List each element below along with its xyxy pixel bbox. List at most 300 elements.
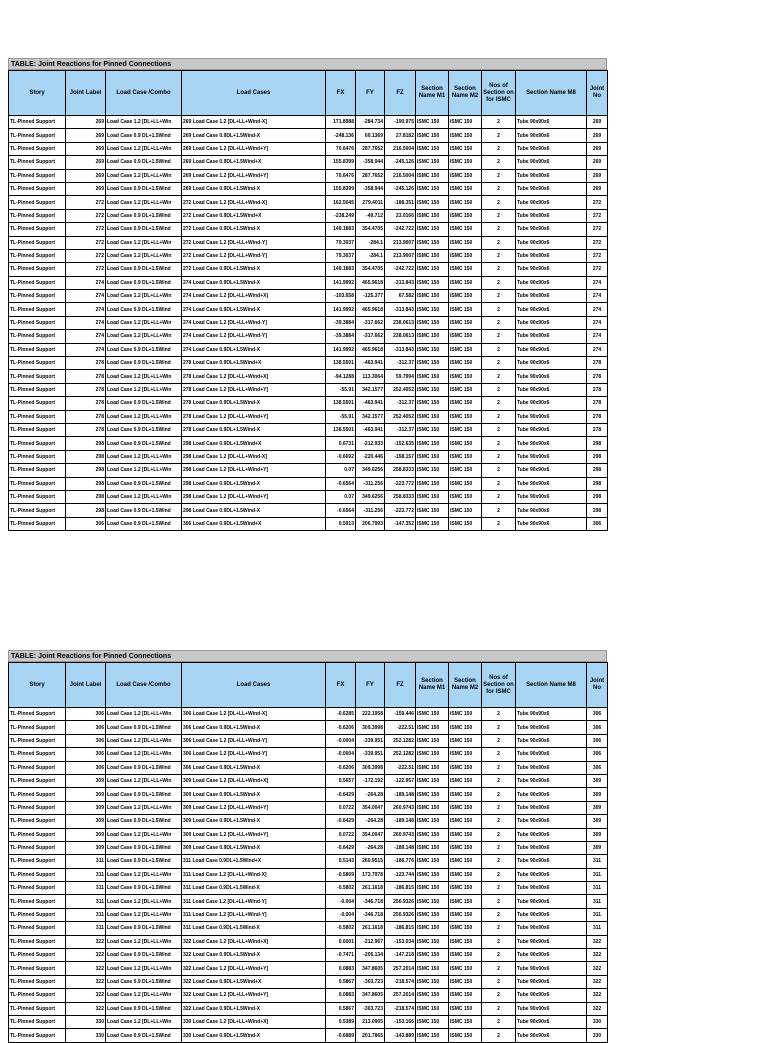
table-row — [9, 855, 608, 868]
cell-section-name-m8: Tube 90x90x6 — [516, 383, 587, 396]
cell-section-name-m1: ISMC 150 — [416, 423, 449, 436]
cell-load-case-combo: Load Case 0.9 DL+1.5Wind — [106, 423, 182, 436]
cell-fx: 155.8399 — [326, 182, 356, 195]
cell-joint-no: 272 — [587, 196, 608, 209]
cell-load-cases: 278 Load Case 1.2 [DL+LL+Wind+Y] — [182, 383, 326, 396]
cell-load-case-combo: Load Case 0.9 DL+1.5Wind — [106, 1002, 182, 1015]
cell-fy: 347.8605 — [356, 989, 385, 1002]
cell-joint-no: 278 — [587, 423, 608, 436]
cell-section-name-m2: ISMC 150 — [449, 383, 482, 396]
cell-nos-of-section: 2 — [482, 370, 516, 383]
cell-fx: 0.5867 — [326, 1002, 356, 1015]
cell-load-case-combo: Load Case 1.2 [DL+LL+Win — [106, 169, 182, 182]
header-story: Story — [9, 663, 66, 708]
cell-section-name-m1: ISMC 150 — [416, 882, 449, 895]
cell-section-name-m2: ISMC 150 — [449, 196, 482, 209]
cell-section-name-m2: ISMC 150 — [449, 477, 482, 490]
cell-fy: 201.7865 — [356, 1029, 385, 1042]
cell-load-case-combo: Load Case 0.9 DL+1.5Wind — [106, 882, 182, 895]
cell-joint-label: 322 — [66, 975, 106, 988]
table-row — [9, 223, 608, 236]
cell-joint-label: 306 — [66, 517, 106, 530]
cell-joint-label: 274 — [66, 303, 106, 316]
cell-fz: 252.4052 — [385, 383, 416, 396]
cell-load-cases: 322 Load Case 0.9DL+1.5Wind+X — [182, 975, 326, 988]
cell-nos-of-section: 2 — [482, 908, 516, 921]
cell-fy: -311.256 — [356, 504, 385, 517]
header-section-name-m2: Section Name M2 — [449, 663, 482, 708]
cell-fx: 0.6731 — [326, 437, 356, 450]
cell-load-case-combo: Load Case 0.9 DL+1.5Wind — [106, 815, 182, 828]
cell-story: TL-Pinned Support — [9, 196, 66, 209]
cell-section-name-m1: ISMC 150 — [416, 828, 449, 841]
table-row — [9, 721, 608, 734]
cell-joint-label: 330 — [66, 1029, 106, 1042]
table-row — [9, 748, 608, 761]
cell-fz: 252.4052 — [385, 410, 416, 423]
cell-fx: 0.0722 — [326, 801, 356, 814]
cell-fz: -147.218 — [385, 949, 416, 962]
cell-section-name-m2: ISMC 150 — [449, 708, 482, 721]
cell-section-name-m2: ISMC 150 — [449, 855, 482, 868]
cell-fy: -264.28 — [356, 841, 385, 854]
table-row — [9, 841, 608, 854]
cell-load-cases: 278 Load Case 0.9DL+1.5Wind-X — [182, 423, 326, 436]
cell-joint-no: 322 — [587, 935, 608, 948]
cell-fz: 257.2014 — [385, 989, 416, 1002]
cell-section-name-m8: Tube 90x90x6 — [516, 316, 587, 329]
cell-section-name-m2: ISMC 150 — [449, 761, 482, 774]
cell-nos-of-section: 2 — [482, 788, 516, 801]
table-row — [9, 410, 608, 423]
table-row — [9, 196, 608, 209]
table-row — [9, 464, 608, 477]
cell-section-name-m2: ISMC 150 — [449, 748, 482, 761]
cell-section-name-m1: ISMC 150 — [416, 815, 449, 828]
cell-fz: -313.843 — [385, 276, 416, 289]
cell-joint-no: 272 — [587, 263, 608, 276]
cell-section-name-m1: ISMC 150 — [416, 721, 449, 734]
cell-nos-of-section: 2 — [482, 423, 516, 436]
cell-story: TL-Pinned Support — [9, 1015, 66, 1028]
cell-section-name-m2: ISMC 150 — [449, 734, 482, 747]
cell-fz: 258.8333 — [385, 464, 416, 477]
cell-fx: 149.1883 — [326, 263, 356, 276]
cell-joint-no: 309 — [587, 815, 608, 828]
cell-section-name-m8: Tube 90x90x6 — [516, 330, 587, 343]
cell-joint-label: 274 — [66, 330, 106, 343]
cell-joint-label: 306 — [66, 761, 106, 774]
cell-nos-of-section: 2 — [482, 962, 516, 975]
cell-story: TL-Pinned Support — [9, 182, 66, 195]
table-row — [9, 303, 608, 316]
cell-section-name-m2: ISMC 150 — [449, 290, 482, 303]
cell-fy: -303.723 — [356, 1002, 385, 1015]
table-row — [9, 761, 608, 774]
cell-joint-label: 306 — [66, 721, 106, 734]
cell-nos-of-section: 2 — [482, 437, 516, 450]
cell-story: TL-Pinned Support — [9, 450, 66, 463]
cell-fx: -0.6692 — [326, 450, 356, 463]
table-row — [9, 517, 608, 530]
cell-fz: 256.9326 — [385, 908, 416, 921]
header-joint-no: Joint No — [587, 71, 608, 116]
cell-load-case-combo: Load Case 1.2 [DL+LL+Win — [106, 410, 182, 423]
cell-joint-label: 306 — [66, 748, 106, 761]
cell-section-name-m1: ISMC 150 — [416, 1015, 449, 1028]
cell-story: TL-Pinned Support — [9, 249, 66, 262]
table-row — [9, 383, 608, 396]
cell-story: TL-Pinned Support — [9, 129, 66, 142]
cell-nos-of-section: 2 — [482, 357, 516, 370]
table-row — [9, 437, 608, 450]
cell-section-name-m2: ISMC 150 — [449, 316, 482, 329]
table-row — [9, 129, 608, 142]
cell-joint-label: 272 — [66, 249, 106, 262]
cell-joint-no: 309 — [587, 801, 608, 814]
cell-section-name-m2: ISMC 150 — [449, 357, 482, 370]
cell-nos-of-section: 2 — [482, 129, 516, 142]
cell-load-case-combo: Load Case 1.2 [DL+LL+Win — [106, 316, 182, 329]
cell-load-cases: 311 Load Case 1.2 [DL+LL+Wind-Y] — [182, 908, 326, 921]
cell-nos-of-section: 2 — [482, 708, 516, 721]
cell-joint-no: 274 — [587, 316, 608, 329]
cell-load-case-combo: Load Case 0.9 DL+1.5Wind — [106, 303, 182, 316]
cell-section-name-m8: Tube 90x90x6 — [516, 116, 587, 129]
cell-load-cases: 306 Load Case 1.2 [DL+LL+Wind-Y] — [182, 734, 326, 747]
cell-story: TL-Pinned Support — [9, 989, 66, 1002]
cell-nos-of-section: 2 — [482, 490, 516, 503]
cell-fz: 252.1282 — [385, 734, 416, 747]
cell-fx: 141.9992 — [326, 303, 356, 316]
table-row — [9, 209, 608, 222]
cell-joint-label: 322 — [66, 989, 106, 1002]
cell-load-case-combo: Load Case 0.9 DL+1.5Wind — [106, 343, 182, 356]
cell-load-cases: 269 Load Case 0.9DL+1.5Wind-X — [182, 182, 326, 195]
cell-fz: 213.9007 — [385, 249, 416, 262]
cell-load-cases: 274 Load Case 0.9DL+1.5Wind-X — [182, 276, 326, 289]
cell-fy: 354.0047 — [356, 828, 385, 841]
cell-fx: 141.9992 — [326, 343, 356, 356]
cell-section-name-m2: ISMC 150 — [449, 1002, 482, 1015]
cell-section-name-m2: ISMC 150 — [449, 908, 482, 921]
cell-fz: -245.126 — [385, 156, 416, 169]
cell-fx: 0.5389 — [326, 1015, 356, 1028]
cell-fz: -242.722 — [385, 223, 416, 236]
cell-fz: 216.5004 — [385, 142, 416, 155]
cell-nos-of-section: 2 — [482, 721, 516, 734]
cell-section-name-m1: ISMC 150 — [416, 962, 449, 975]
cell-section-name-m8: Tube 90x90x6 — [516, 882, 587, 895]
cell-section-name-m1: ISMC 150 — [416, 464, 449, 477]
header-fx: FX — [326, 663, 356, 708]
cell-section-name-m8: Tube 90x90x6 — [516, 477, 587, 490]
cell-fx: -0.6429 — [326, 788, 356, 801]
cell-fy: -358.944 — [356, 182, 385, 195]
cell-nos-of-section: 2 — [482, 263, 516, 276]
cell-joint-label: 274 — [66, 316, 106, 329]
table-row — [9, 263, 608, 276]
cell-joint-label: 309 — [66, 815, 106, 828]
cell-fy: -346.718 — [356, 895, 385, 908]
cell-load-cases: 272 Load Case 0.9DL+1.5Wind+X — [182, 209, 326, 222]
cell-load-cases: 306 Load Case 0.9DL+1.5Wind-X — [182, 721, 326, 734]
cell-fy: -317.662 — [356, 330, 385, 343]
cell-fy: -212.967 — [356, 935, 385, 948]
cell-section-name-m8: Tube 90x90x6 — [516, 182, 587, 195]
cell-joint-label: 272 — [66, 209, 106, 222]
table-row — [9, 316, 608, 329]
cell-nos-of-section: 2 — [482, 383, 516, 396]
cell-load-cases: 272 Load Case 1.2 [DL+LL+Wind-Y] — [182, 236, 326, 249]
cell-joint-no: 272 — [587, 223, 608, 236]
cell-fz: 252.1282 — [385, 748, 416, 761]
cell-section-name-m1: ISMC 150 — [416, 116, 449, 129]
cell-joint-no: 298 — [587, 464, 608, 477]
cell-load-case-combo: Load Case 1.2 [DL+LL+Win — [106, 249, 182, 262]
cell-section-name-m2: ISMC 150 — [449, 774, 482, 787]
cell-fz: -189.148 — [385, 788, 416, 801]
cell-story: TL-Pinned Support — [9, 935, 66, 948]
cell-fz: -186.815 — [385, 922, 416, 935]
header-fz: FZ — [385, 71, 416, 116]
cell-load-cases: 330 Load Case 0.9DL+1.5Wind-X — [182, 1029, 326, 1042]
cell-fx: 138.5501 — [326, 357, 356, 370]
cell-section-name-m1: ISMC 150 — [416, 249, 449, 262]
cell-load-case-combo: Load Case 0.9 DL+1.5Wind — [106, 721, 182, 734]
cell-fy: 349.6256 — [356, 464, 385, 477]
cell-nos-of-section: 2 — [482, 450, 516, 463]
cell-section-name-m2: ISMC 150 — [449, 129, 482, 142]
cell-section-name-m2: ISMC 150 — [449, 935, 482, 948]
cell-fz: 257.2014 — [385, 962, 416, 975]
cell-load-cases: 311 Load Case 1.2 [DL+LL+Wind-X] — [182, 868, 326, 881]
cell-fy: -346.718 — [356, 908, 385, 921]
cell-joint-label: 322 — [66, 949, 106, 962]
cell-section-name-m8: Tube 90x90x6 — [516, 895, 587, 908]
cell-section-name-m2: ISMC 150 — [449, 343, 482, 356]
cell-joint-no: 322 — [587, 1002, 608, 1015]
cell-fy: 309.3998 — [356, 721, 385, 734]
cell-story: TL-Pinned Support — [9, 316, 66, 329]
cell-story: TL-Pinned Support — [9, 788, 66, 801]
cell-nos-of-section: 2 — [482, 882, 516, 895]
cell-story: TL-Pinned Support — [9, 343, 66, 356]
cell-fy: -205.134 — [356, 949, 385, 962]
cell-section-name-m1: ISMC 150 — [416, 868, 449, 881]
cell-section-name-m2: ISMC 150 — [449, 922, 482, 935]
cell-joint-label: 272 — [66, 263, 106, 276]
cell-load-case-combo: Load Case 0.9 DL+1.5Wind — [106, 949, 182, 962]
cell-nos-of-section: 2 — [482, 410, 516, 423]
cell-section-name-m1: ISMC 150 — [416, 330, 449, 343]
cell-joint-no: 274 — [587, 330, 608, 343]
cell-joint-label: 269 — [66, 116, 106, 129]
cell-joint-label: 309 — [66, 801, 106, 814]
table-row — [9, 116, 608, 129]
joint-reactions-table-2 — [8, 650, 607, 1043]
cell-fx: 162.5045 — [326, 196, 356, 209]
table-row — [9, 828, 608, 841]
cell-section-name-m1: ISMC 150 — [416, 276, 449, 289]
cell-fy: 206.7993 — [356, 517, 385, 530]
cell-nos-of-section: 2 — [482, 504, 516, 517]
cell-load-cases: 298 Load Case 0.9DL+1.5Wind+X — [182, 437, 326, 450]
cell-joint-no: 311 — [587, 895, 608, 908]
table-row — [9, 249, 608, 262]
cell-section-name-m8: Tube 90x90x6 — [516, 761, 587, 774]
cell-fx: 79.3037 — [326, 249, 356, 262]
table-row — [9, 370, 608, 383]
cell-fy: 465.9618 — [356, 276, 385, 289]
cell-fy: 260.9515 — [356, 855, 385, 868]
cell-story: TL-Pinned Support — [9, 734, 66, 747]
cell-nos-of-section: 2 — [482, 935, 516, 948]
cell-joint-no: 306 — [587, 517, 608, 530]
cell-section-name-m2: ISMC 150 — [449, 975, 482, 988]
cell-joint-label: 330 — [66, 1015, 106, 1028]
reactions-table — [8, 662, 608, 1043]
cell-section-name-m1: ISMC 150 — [416, 236, 449, 249]
cell-joint-label: 272 — [66, 196, 106, 209]
cell-joint-label: 269 — [66, 156, 106, 169]
cell-section-name-m2: ISMC 150 — [449, 209, 482, 222]
cell-load-case-combo: Load Case 1.2 [DL+LL+Win — [106, 935, 182, 948]
cell-joint-label: 309 — [66, 774, 106, 787]
cell-load-cases: 311 Load Case 0.9DL+1.5Wind-X — [182, 882, 326, 895]
cell-story: TL-Pinned Support — [9, 330, 66, 343]
cell-load-cases: 272 Load Case 0.9DL+1.5Wind-X — [182, 223, 326, 236]
cell-joint-no: 309 — [587, 841, 608, 854]
cell-section-name-m1: ISMC 150 — [416, 182, 449, 195]
cell-fz: -245.126 — [385, 182, 416, 195]
cell-section-name-m8: Tube 90x90x6 — [516, 156, 587, 169]
cell-fy: -311.256 — [356, 477, 385, 490]
cell-fy: 222.1958 — [356, 708, 385, 721]
cell-nos-of-section: 2 — [482, 774, 516, 787]
cell-joint-no: 322 — [587, 989, 608, 1002]
cell-section-name-m2: ISMC 150 — [449, 182, 482, 195]
cell-section-name-m2: ISMC 150 — [449, 801, 482, 814]
cell-load-cases: 278 Load Case 1.2 [DL+LL+Wind+X] — [182, 370, 326, 383]
cell-joint-label: 278 — [66, 397, 106, 410]
cell-nos-of-section: 2 — [482, 975, 516, 988]
cell-fx: -39.3884 — [326, 330, 356, 343]
cell-section-name-m2: ISMC 150 — [449, 116, 482, 129]
cell-joint-no: 272 — [587, 236, 608, 249]
cell-joint-no: 272 — [587, 209, 608, 222]
cell-joint-label: 311 — [66, 855, 106, 868]
cell-fz: -153.034 — [385, 935, 416, 948]
cell-section-name-m1: ISMC 150 — [416, 383, 449, 396]
cell-load-case-combo: Load Case 1.2 [DL+LL+Win — [106, 774, 182, 787]
cell-section-name-m8: Tube 90x90x6 — [516, 357, 587, 370]
cell-section-name-m2: ISMC 150 — [449, 962, 482, 975]
cell-load-cases: 311 Load Case 1.2 [DL+LL+Wind-Y] — [182, 895, 326, 908]
table-row — [9, 908, 608, 921]
cell-fy: 213.0905 — [356, 1015, 385, 1028]
cell-story: TL-Pinned Support — [9, 263, 66, 276]
cell-joint-label: 274 — [66, 276, 106, 289]
cell-nos-of-section: 2 — [482, 343, 516, 356]
cell-story: TL-Pinned Support — [9, 962, 66, 975]
cell-section-name-m2: ISMC 150 — [449, 142, 482, 155]
cell-load-cases: 269 Load Case 1.2 [DL+LL+Wind-X] — [182, 116, 326, 129]
cell-section-name-m1: ISMC 150 — [416, 908, 449, 921]
cell-load-cases: 269 Load Case 1.2 [DL+LL+Wind+Y] — [182, 142, 326, 155]
cell-joint-label: 306 — [66, 734, 106, 747]
table-row — [9, 477, 608, 490]
cell-joint-no: 278 — [587, 397, 608, 410]
table-row — [9, 882, 608, 895]
cell-load-cases: 269 Load Case 1.2 [DL+LL+Wind+Y] — [182, 169, 326, 182]
cell-section-name-m8: Tube 90x90x6 — [516, 223, 587, 236]
cell-joint-label: 269 — [66, 182, 106, 195]
cell-fx: -0.004 — [326, 908, 356, 921]
cell-fz: -313.843 — [385, 303, 416, 316]
table-title: TABLE: Joint Reactions for Pinned Connections — [8, 650, 607, 662]
cell-load-cases: 309 Load Case 1.2 [DL+LL+Wind+Y] — [182, 828, 326, 841]
cell-fy: -220.446 — [356, 450, 385, 463]
cell-load-case-combo: Load Case 1.2 [DL+LL+Win — [106, 962, 182, 975]
cell-fx: 0.0722 — [326, 828, 356, 841]
cell-joint-label: 298 — [66, 504, 106, 517]
cell-fz: -222.51 — [385, 721, 416, 734]
cell-section-name-m2: ISMC 150 — [449, 169, 482, 182]
cell-section-name-m1: ISMC 150 — [416, 437, 449, 450]
cell-story: TL-Pinned Support — [9, 477, 66, 490]
cell-section-name-m2: ISMC 150 — [449, 868, 482, 881]
cell-section-name-m8: Tube 90x90x6 — [516, 962, 587, 975]
cell-load-case-combo: Load Case 1.2 [DL+LL+Win — [106, 236, 182, 249]
cell-nos-of-section: 2 — [482, 815, 516, 828]
cell-section-name-m2: ISMC 150 — [449, 249, 482, 262]
cell-fz: 256.9326 — [385, 895, 416, 908]
cell-fy: 354.4705 — [356, 263, 385, 276]
header-section-name-m2: Section Name M2 — [449, 71, 482, 116]
cell-nos-of-section: 2 — [482, 249, 516, 262]
cell-load-cases: 309 Load Case 0.9DL+1.5Wind-X — [182, 815, 326, 828]
cell-nos-of-section: 2 — [482, 922, 516, 935]
cell-fy: -358.944 — [356, 156, 385, 169]
cell-fx: -55.91 — [326, 383, 356, 396]
cell-story: TL-Pinned Support — [9, 761, 66, 774]
cell-section-name-m8: Tube 90x90x6 — [516, 236, 587, 249]
cell-section-name-m8: Tube 90x90x6 — [516, 815, 587, 828]
cell-joint-no: 298 — [587, 437, 608, 450]
cell-joint-label: 278 — [66, 370, 106, 383]
cell-fy: -264.28 — [356, 788, 385, 801]
cell-story: TL-Pinned Support — [9, 490, 66, 503]
cell-load-case-combo: Load Case 1.2 [DL+LL+Win — [106, 895, 182, 908]
cell-section-name-m2: ISMC 150 — [449, 1029, 482, 1042]
cell-joint-no: 306 — [587, 761, 608, 774]
cell-section-name-m2: ISMC 150 — [449, 236, 482, 249]
cell-story: TL-Pinned Support — [9, 209, 66, 222]
cell-section-name-m1: ISMC 150 — [416, 761, 449, 774]
cell-story: TL-Pinned Support — [9, 895, 66, 908]
header-section-name-m8: Section Name M8 — [516, 71, 587, 116]
cell-section-name-m2: ISMC 150 — [449, 450, 482, 463]
cell-joint-no: 269 — [587, 169, 608, 182]
cell-load-cases: 309 Load Case 0.9DL+1.5Wind-X — [182, 841, 326, 854]
cell-section-name-m8: Tube 90x90x6 — [516, 290, 587, 303]
cell-fx: 70.6476 — [326, 169, 356, 182]
cell-load-case-combo: Load Case 0.9 DL+1.5Wind — [106, 788, 182, 801]
cell-section-name-m2: ISMC 150 — [449, 263, 482, 276]
cell-joint-label: 311 — [66, 882, 106, 895]
cell-fz: 23.0166 — [385, 209, 416, 222]
